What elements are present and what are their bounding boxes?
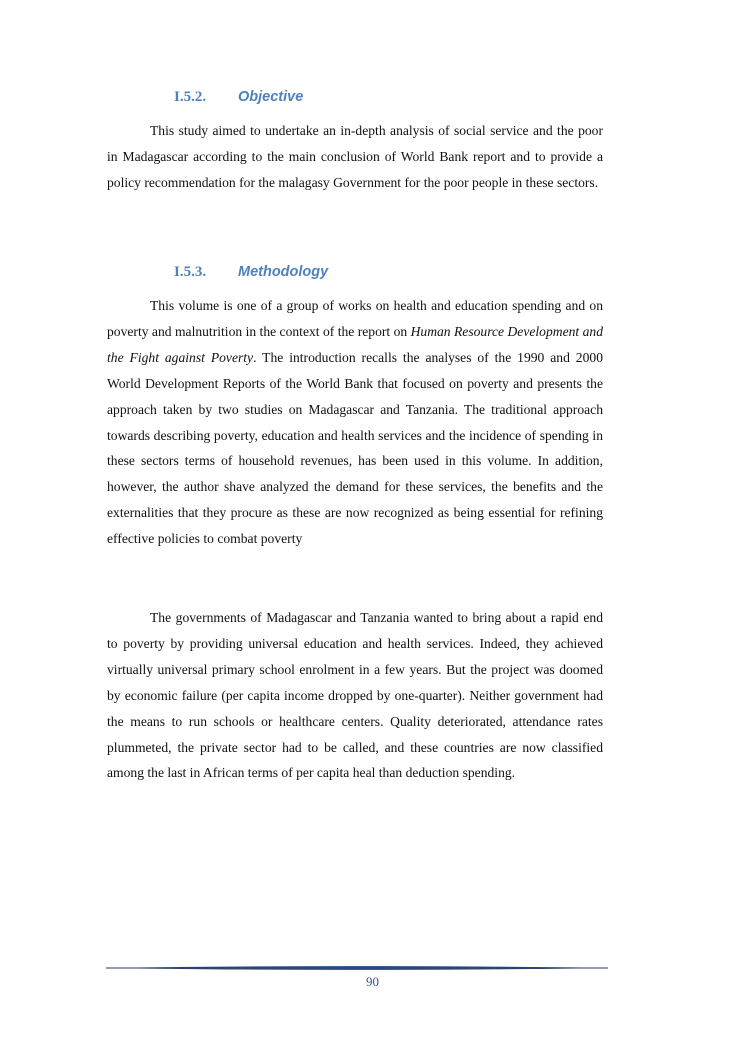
section-title: Methodology [238,264,329,280]
methodology-text-end: . The introduction recalls the analyses of the 1990 and 2000 World Development Reports of the World Bank that focused on poverty and presents the approach taken by two studies on Madagascar and Tanzania. The traditional approach towards describing poverty, education and health services and the incidence of spending in these sectors terms of household revenues, has been used in this volume. In addition, however, the author shave analyzed the demand for these services, the benefits and the externalities that they procure as these are now recognized as being essential for refining effective policies to combat poverty [107,349,603,547]
objective-paragraph: This study aimed to undertake an in-depth analysis of social service and the poor in Madagascar according to the main conclusion of World Bank report and to provide a policy recommendation for the malagasy Government for the poor people in these sectors. [107,123,603,190]
report-title-italic: Human Resource Development and the Fight against Poverty [107,323,603,365]
section-title: Objective [238,89,304,105]
page-number: 90 [366,974,379,989]
section-heading-methodology [174,264,328,281]
methodology-text-start: This volume is one of a group of works on health and education spending and on poverty and malnutrition in the context of the report on [107,298,603,339]
methodology-paragraph-2: The governments of Madagascar and Tanzania wanted to bring about a rapid end to poverty by providing universal education and health services. Indeed, they achieved virtually universal primary school enrolment in a few years. But the project was doomed by economic failure (per capita income dropped by one-quarter). Neither government had the means to run schools or healthcare centers. Quality deteriorated, attendance rates plummeted, the private sector had to be called, and these countries are now classified among the last in African terms of per capita heal than deduction spending. [107,610,603,781]
methodology-paragraph-1 [107,293,603,552]
section-number: I.5.3. [174,264,207,280]
section-number: I.5.2. [174,89,207,105]
section-heading-objective [174,89,303,106]
footer-divider [106,964,608,972]
